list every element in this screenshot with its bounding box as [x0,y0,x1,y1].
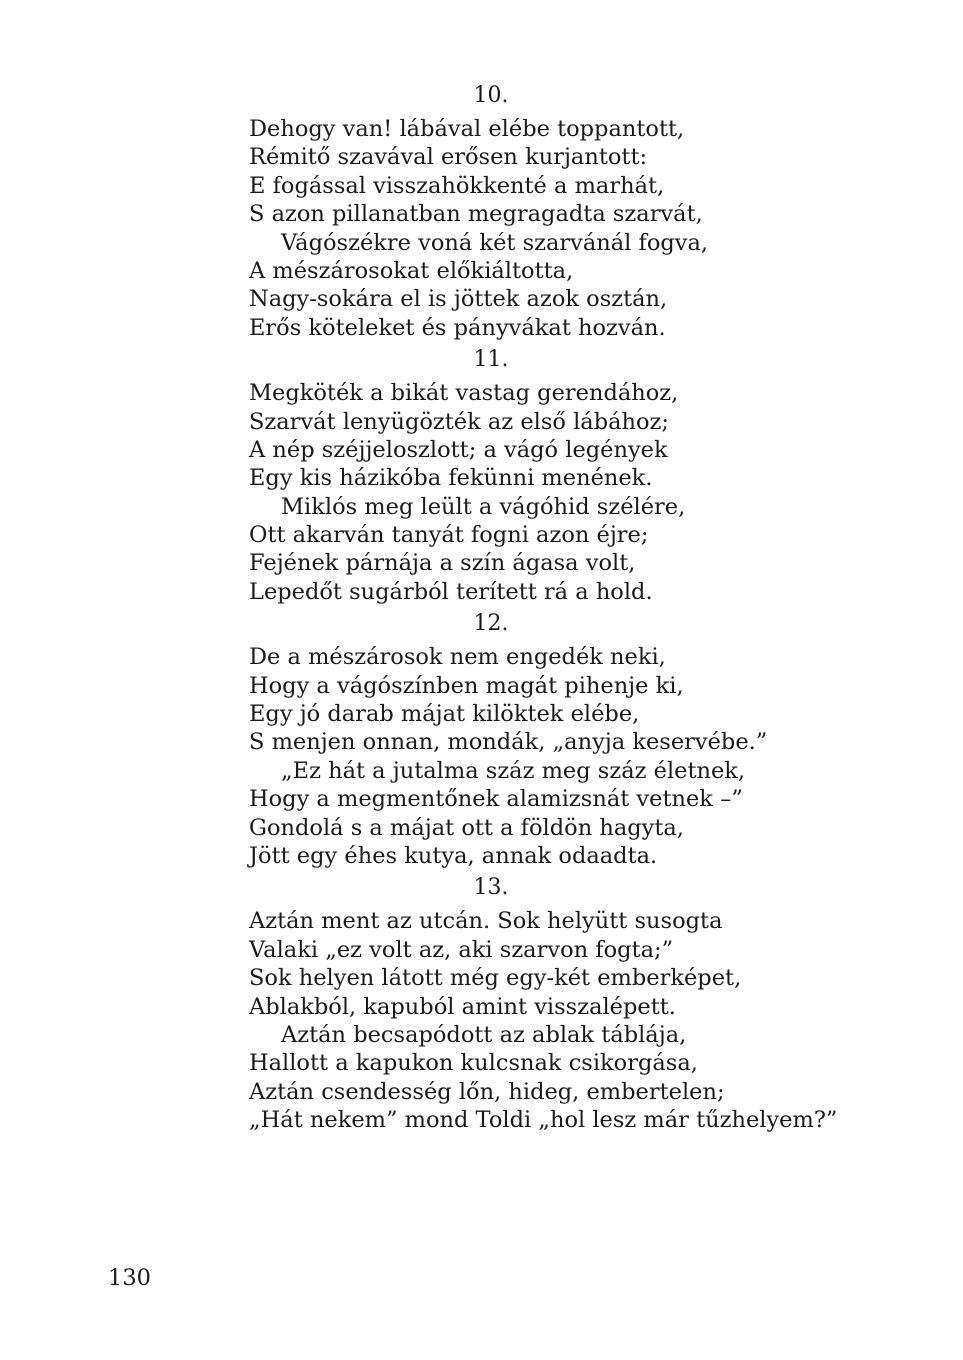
verse-line: A nép széjjeloszlott; a vágó legények [249,436,668,463]
verse-line: Jött egy éhes kutya, annak odaadta. [249,842,658,869]
verse-line: S azon pillanatban megragadta szarvát, [249,201,703,228]
stanza-10 [249,82,909,342]
verse-line: Lepedőt sugárból terített rá a hold. [249,578,653,605]
verse-line: Nagy-sokára el is jöttek azok osztán, [249,286,668,313]
verse-line: Szarvát lenyügözték az első lábához; [249,408,669,435]
verse-line: De a mészárosok nem engedék neki, [249,644,666,671]
verse-line: Ott akarván tanyát fogni azon éjre; [249,522,649,549]
poem-body [249,82,909,1139]
stanza-number: 12. [473,611,509,637]
stanza-11 [249,346,909,606]
stanza-number: 11. [473,347,509,373]
verse-line: Vágószékre voná két szarvánál fogva, [281,229,709,256]
page-number: 130 [108,1265,151,1291]
stanza-number: 13. [473,875,509,901]
verse-line: Erős köteleket és pányvákat hozván. [249,314,666,341]
verse-line: Miklós meg leült a vágóhid szélére, [281,493,686,520]
verse-line: A mészárosokat előkiáltotta, [249,257,574,284]
verse-line: Gondolá s a májat ott a földön hagyta, [249,814,684,841]
verse-line: Egy kis házikóba fekünni menének. [249,465,653,492]
verse-line: Megköték a bikát vastag gerendához, [249,380,679,407]
verse-line: Hogy a megmentőnek alamizsnát vetnek –” [249,786,743,813]
verse-line: „Hát nekem” mond Toldi „hol lesz már tűzhelyem?” [249,1107,838,1134]
verse-line: Rémitő szavával erősen kurjantott: [249,144,648,171]
verse-line: Aztán csendesség lőn, hideg, embertelen; [249,1078,725,1105]
verse-line: „Ez hát a jutalma száz meg száz életnek, [281,757,746,784]
verse-line: Ablakból, kapuból amint visszalépett. [249,993,676,1020]
verse-line: Egy jó darab májat kilöktek elébe, [249,701,640,728]
verse-line: Aztán becsapódott az ablak táblája, [281,1021,687,1048]
verse-line: S menjen onnan, mondák, „anyja keservébe.” [249,729,768,756]
verse-line: Fejének párnája a szín ágasa volt, [249,550,636,577]
stanza-number: 10. [473,83,509,108]
stanza-12 [249,610,909,870]
verse-line: Valaki „ez volt az, aki szarvon fogta;” [249,936,674,963]
stanza-13 [249,874,909,1134]
verse-line: Dehogy van! lábával elébe toppantott, [249,116,685,142]
verse-line: E fogással visszahökkenté a marhát, [249,172,665,199]
verse-line: Aztán ment az utcán. Sok helyütt susogta [249,908,723,935]
verse-line: Hallott a kapukon kulcsnak csikorgása, [249,1050,698,1077]
verse-line: Hogy a vágószínben magát pihenje ki, [249,672,684,699]
verse-line: Sok helyen látott még egy-két emberképet, [249,965,742,992]
